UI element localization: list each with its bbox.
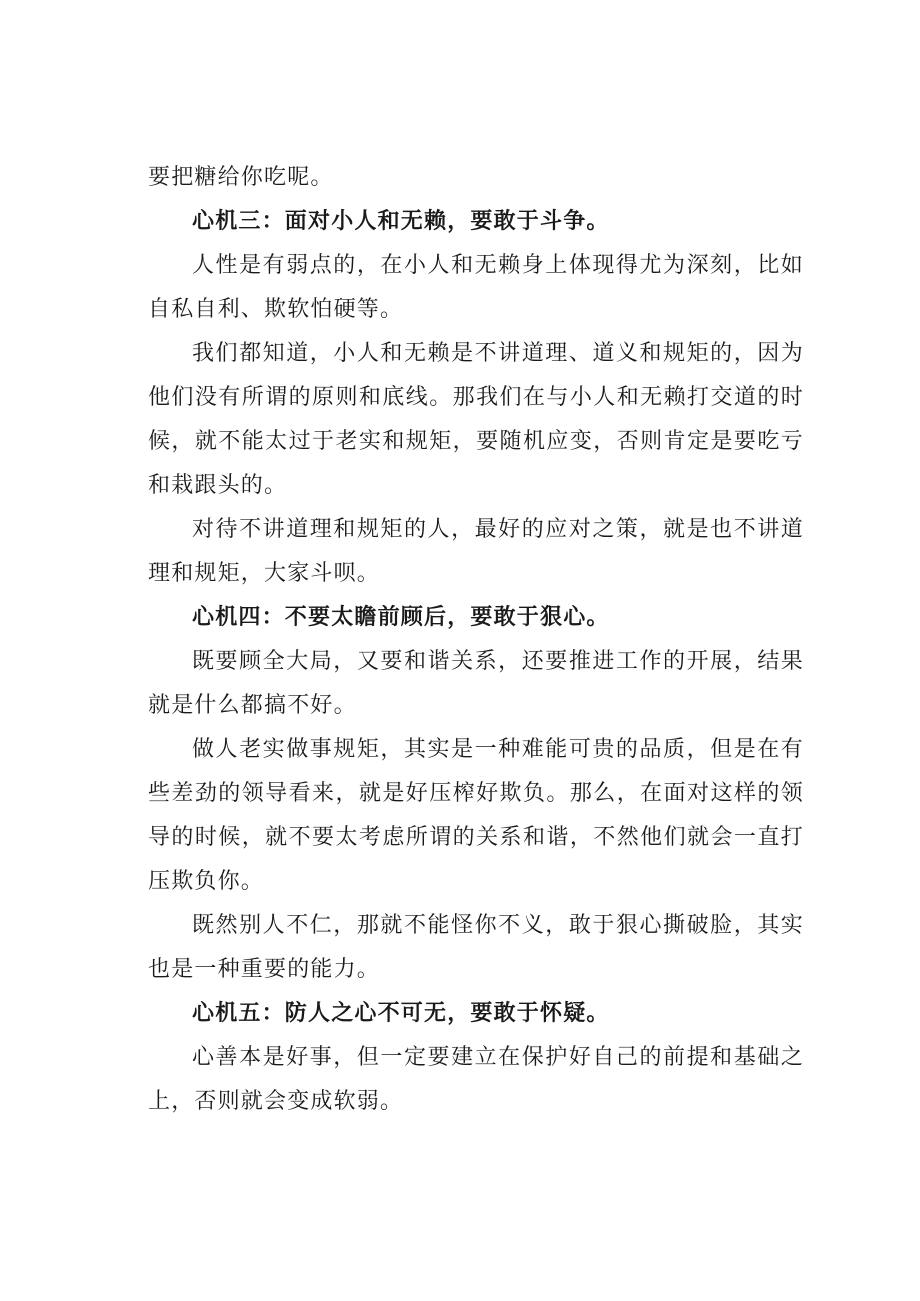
section-heading-3: 心机三：面对小人和无赖，要敢于斗争。 [192,209,610,234]
body-paragraph: 做人老实做事规矩，其实是一种难能可贵的品质，但是在有些差劲的领导看来，就是好压榨好欺负。那么，在面对这样的领导的时候，就不要太考虑所谓的关系和谐，不然他们就会一直打压欺负你。 [148,737,804,894]
body-paragraph: 我们都知道，小人和无赖是不讲道理、道义和规矩的，因为他们没有所谓的原则和底线。那我们在与小人和无赖打交道的时候，就不能太过于老实和规矩，要随机应变，否则肯定是要吃亏和栽跟头的。 [148,341,804,498]
body-paragraph: 人性是有弱点的，在小人和无赖身上体现得尤为深刻，比如自私自利、欺软怕硬等。 [148,253,804,322]
body-paragraph: 对待不讲道理和规矩的人，最好的应对之策，就是也不讲道理和规矩，大家斗呗。 [148,517,804,586]
body-paragraph: 心善本是好事，但一定要建立在保护好自己的前提和基础之上，否则就会变成软弱。 [148,1045,804,1114]
continuation-paragraph: 要把糖给你吃呢。 [148,165,334,190]
section-heading-5: 心机五：防人之心不可无，要敢于怀疑。 [192,1001,610,1026]
section-heading-4: 心机四：不要太瞻前顾后，要敢于狠心。 [192,605,610,630]
body-paragraph: 既然别人不仁，那就不能怪你不义，敢于狠心撕破脸，其实也是一种重要的能力。 [148,913,804,982]
document-page [148,156,804,1124]
body-paragraph: 既要顾全大局，又要和谐关系，还要推进工作的开展，结果就是什么都搞不好。 [148,649,804,718]
